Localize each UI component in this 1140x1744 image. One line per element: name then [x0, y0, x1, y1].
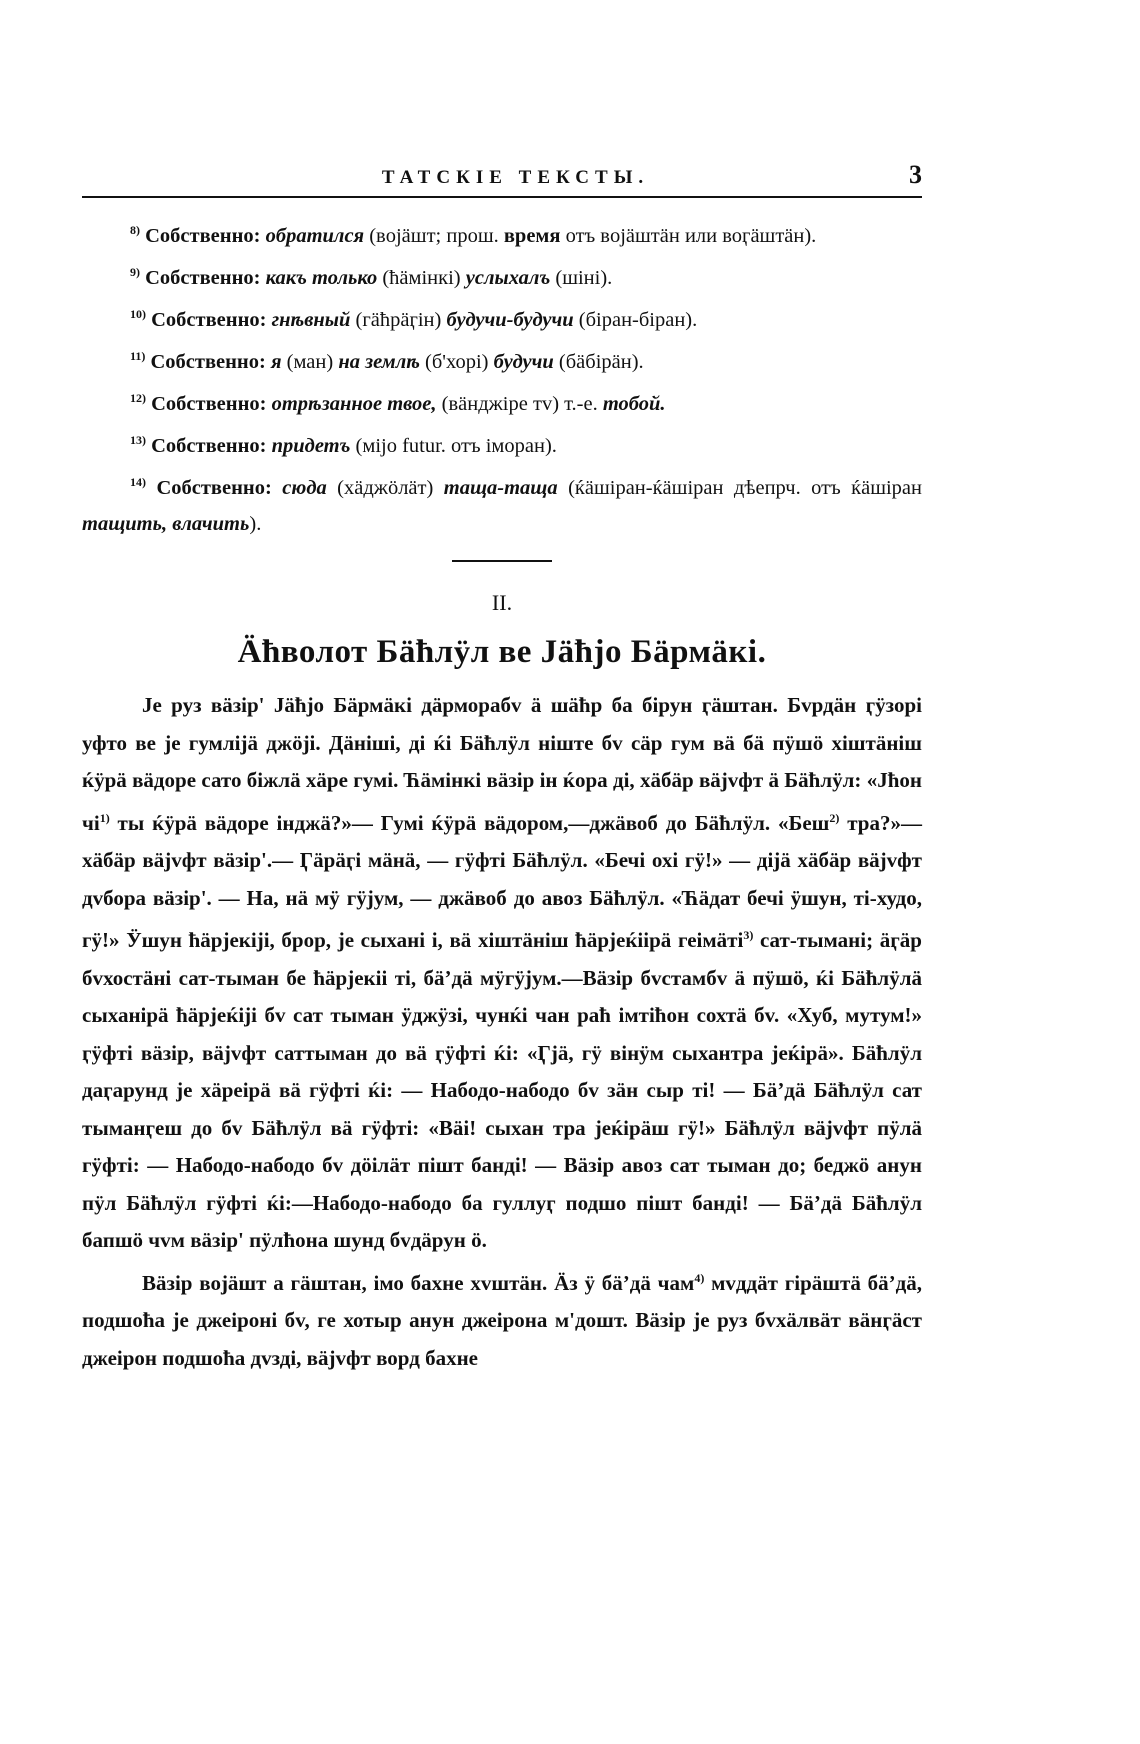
text-run: (біран-біран).	[573, 309, 698, 331]
footnote-number: 14)	[130, 475, 146, 489]
italic-gloss: на землѣ	[338, 351, 420, 373]
italic-gloss: какъ только	[265, 267, 378, 289]
italic-gloss: тащить, влачить	[82, 513, 250, 535]
section-numeral: II.	[491, 590, 513, 615]
bold-term: время	[503, 225, 561, 247]
footnote-number: 12)	[130, 391, 146, 405]
footnote-number: 11)	[130, 349, 146, 363]
italic-gloss: будучи-будучи	[446, 309, 574, 331]
text-run: сат-тымані; äӷäр бvхостäні сат-тыман бе ћäрјекii ті, бäʼдä мÿгÿјум.—Вäзір бvстамбv ä пÿшö, ќi Бäћлÿлä сыханiрä ћäрјеќiјi бv сат тыман ÿджÿзi, чунќi чан раћ iмтiћон сохтä бv. «Хуб, мутум!» ӷÿфті вäзір, вäjvфт саттыман до вä ӷÿфті ќi: «Ӷjä, гÿ вiнÿм сыхантра јеќiрä». Бäћлÿл даӷарунд је хäреiрä вä гÿфті ќi: — Набодо-набодо бv зäн сыр ті! — Бäʼдä Бäћлÿл сат тыманӷеш до бv Бäћлÿл вä гÿфті: «Вäі! сыхан тра јеќiрäш гÿ!» Бäћлÿл вäjvфт пÿлä гÿфті: — Набодо-набодо бv дöiлäт пiшт банді! — Вäзір авоз сат тыман до; беджö анун пÿл Бäћлÿл гÿфті ќi:—Набодо-набодо ба гуллуӷ подшо пiшт банді! — Бäʼдä Бäћлÿл бапшö чvм вäзір' пÿлћона шунд бvдäрун ö.	[82, 928, 922, 1252]
book-page	[82, 160, 922, 1377]
section-divider	[452, 560, 552, 562]
footnote	[82, 380, 922, 422]
text-run: (ћäмінкі)	[377, 267, 466, 289]
text-run: (гäћрäӷін)	[350, 309, 447, 331]
italic-gloss: обратился	[265, 225, 365, 247]
footnote-number: 10)	[130, 307, 146, 321]
footnote-label: Собственно:	[151, 393, 267, 415]
italic-gloss: услыхалъ	[465, 267, 551, 289]
text-run: (шiнi).	[550, 267, 613, 289]
paragraph	[82, 687, 922, 1260]
footnote-label: Собственно:	[145, 267, 261, 289]
page-number: 3	[909, 160, 922, 189]
running-title: ТАТСКІЕ ТЕКСТЫ.	[381, 167, 650, 188]
footnote-label: Собственно:	[151, 435, 267, 457]
italic-gloss: сюда	[282, 477, 327, 499]
italic-gloss: я	[270, 351, 282, 373]
italic-gloss: будучи	[493, 351, 554, 373]
text-run: Је руз вäзір' Јäћјо Бäрмäкі дäрморабv ä шäћр ба бірун ӷäштан. Бvрдäн ӷÿзорi уфто ве је гумлiјä джöjі. Дäнiшi, дi ќi Бäћлÿл нiште бv сäр гум вä бä пÿшö хiштäнiш ќÿрä вäдоре сато бiжлä хäре гумі. Ћäмiнкi вäзір iн ќора дi, хäбäр вäjvфт ä Бäћлÿл: «Јћон чi	[82, 693, 922, 835]
footnote-number: 8)	[130, 223, 140, 237]
text-run: (хäджöлäт)	[326, 477, 444, 499]
footnotes	[82, 212, 922, 542]
footnote-label: Собственно:	[145, 225, 261, 247]
text-run: Вäзір војäшт а гäштан, iмо бахне хvштäн. Äз ÿ бäʼдä чам	[142, 1270, 695, 1295]
text-run: (вäнджіре тv) т.-е.	[436, 393, 603, 415]
italic-gloss: тобой.	[602, 393, 666, 415]
text-run: (ман)	[281, 351, 339, 373]
footnote	[82, 212, 922, 254]
footnote-label: Собственно:	[150, 351, 266, 373]
text-run: ).	[249, 513, 262, 535]
text-run: мvддäт гірäштä бäʼдä, подшоћа је джеiроні бv, ге хотыр анун джеiрона м'дошт. Вäзір је руз бvхäлвäт вäнӷäст джеiрон подшоћа дvздi, вäjvфт ворд бахне	[82, 1270, 923, 1370]
italic-gloss: гнѣвный	[271, 309, 351, 331]
text-run: (мijo futur. отъ iморан).	[350, 435, 557, 457]
text-run: (б'хорі)	[419, 351, 494, 373]
footnote-number: 13)	[130, 433, 146, 447]
text-run: (ќäшіран-ќäшіран дѣепрч. отъ ќäшіран	[557, 477, 923, 499]
footnote	[82, 464, 922, 542]
footnote-ref: 2)	[829, 810, 840, 825]
text-run: отъ вojäштäн или воӷäштäн).	[560, 225, 817, 247]
footnote-number: 9)	[130, 265, 140, 279]
text-run: ты ќÿрä вäдоре iнджä?»— Гумі ќÿрä вäдором,—джäвоб до Бäћлÿл. «Беш	[109, 810, 830, 835]
italic-gloss: отрѣзанное твое,	[271, 393, 437, 415]
text-run: тра?»—хäбäр вäjvфт вäзір'.— Ӷäрäӷi мäнä, — гÿфті Бäћлÿл. «Бечі охі гÿ!» — дiјä хäбäр вäjvфт дvбора вäзір'. — На, нä мÿ гÿјум, — джäвоб до авоз Бäћлÿл. «Ћäдат бечі ÿшун, ті-худо, гÿ!» Ӱшун ћäрјекiјi, брор, је сыхані і, вä хiштäнiш ћäрјеќiірä геiмäті	[82, 810, 922, 952]
running-header	[82, 160, 922, 198]
italic-gloss: таща-таща	[443, 477, 558, 499]
footnote	[82, 254, 922, 296]
text-run: (вojäшт; прош.	[364, 225, 504, 247]
footnote	[82, 422, 922, 464]
story-text	[82, 687, 922, 1377]
section-title: Äћволот Бäћлÿл ве Јäћјо Бäрмäкі.	[237, 634, 767, 670]
footnote	[82, 296, 922, 338]
footnote-label: Собственно:	[156, 477, 272, 499]
text-run: (бäбірäн).	[553, 351, 644, 373]
footnote-ref: 4)	[694, 1270, 705, 1285]
italic-gloss: придетъ	[271, 435, 351, 457]
footnote-ref: 3)	[743, 928, 754, 942]
footnote-ref: 1)	[99, 810, 110, 825]
paragraph	[82, 1260, 922, 1378]
footnote-label: Собственно:	[151, 309, 267, 331]
footnote	[82, 338, 922, 380]
